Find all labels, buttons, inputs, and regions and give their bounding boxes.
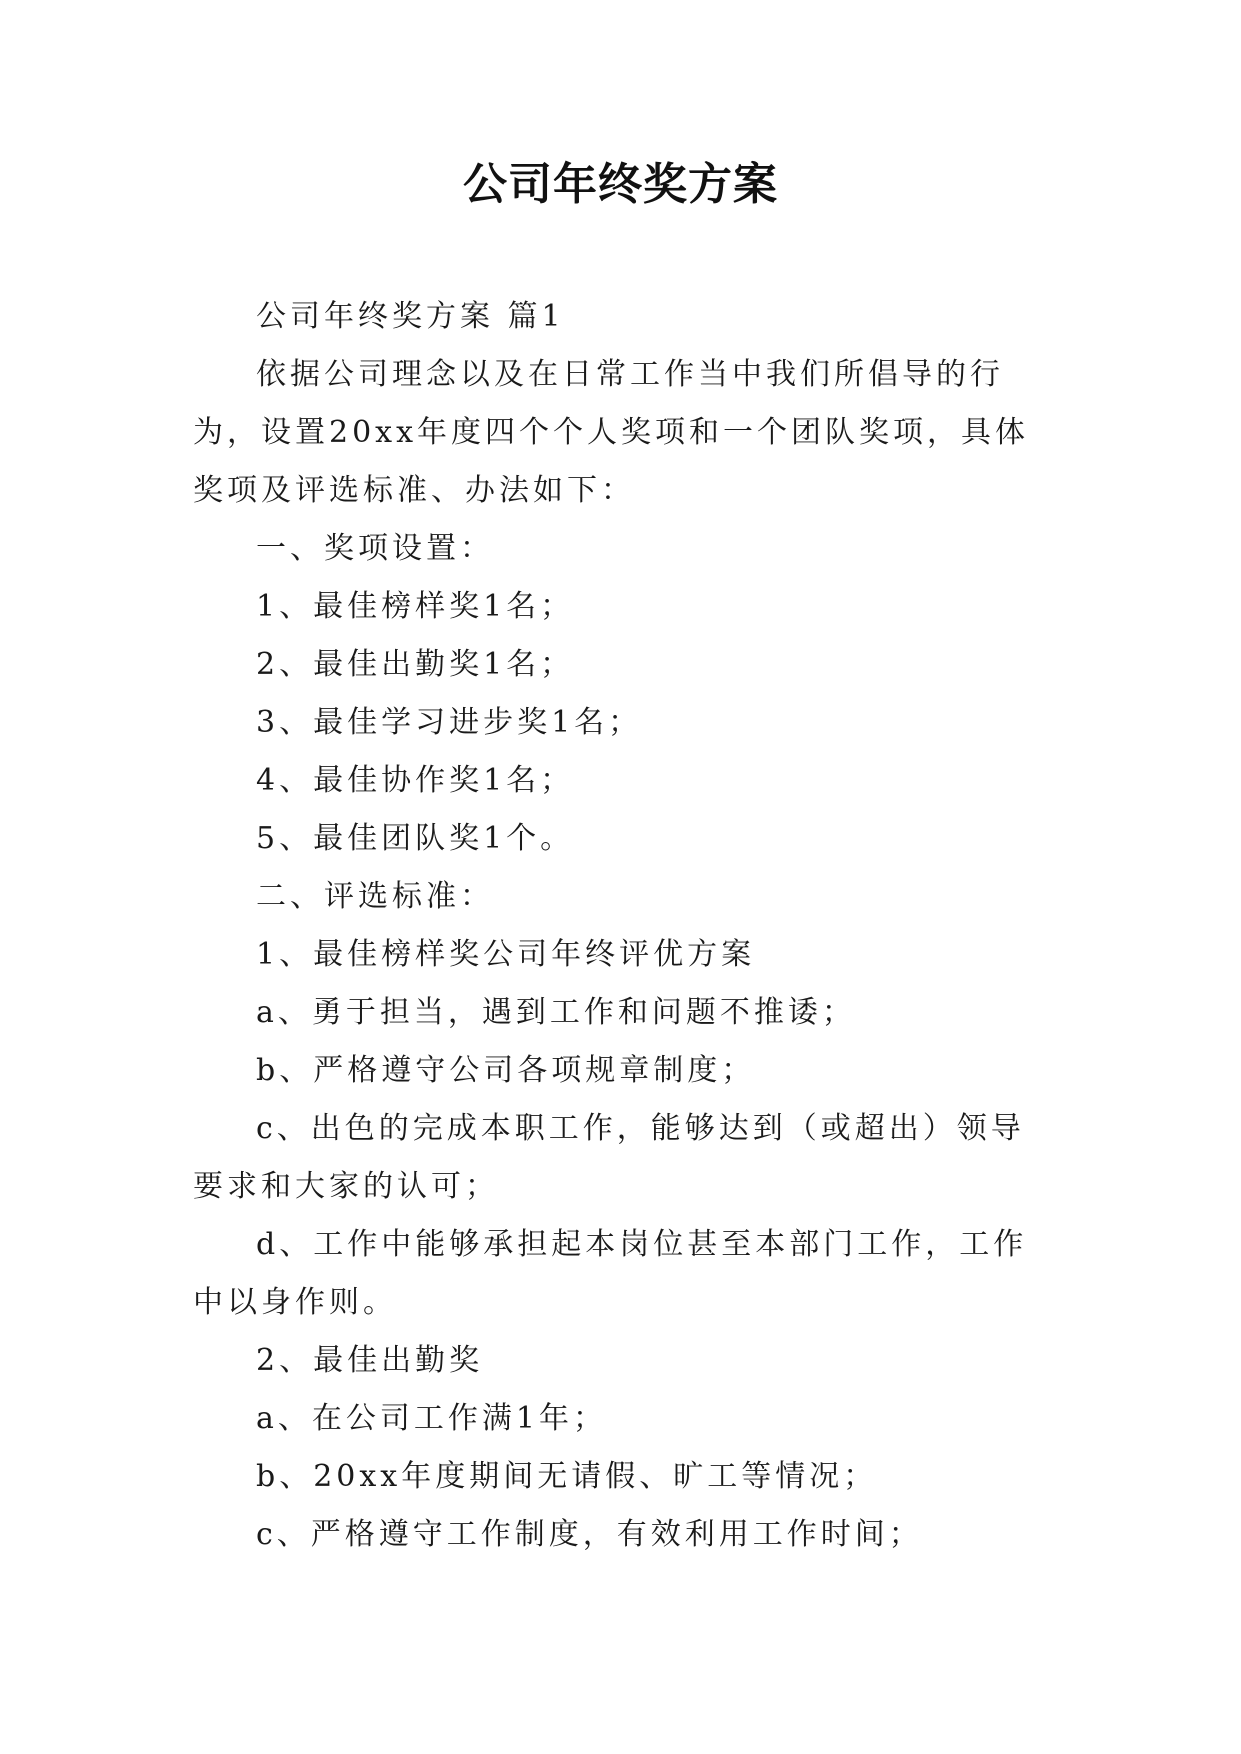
criteria-item: a、在公司工作满1年； — [256, 1401, 607, 1436]
list-item: 1、最佳榜样奖1名； — [256, 589, 575, 624]
list-item: 5、最佳团队奖1个。 — [256, 821, 575, 856]
criteria-item: b、20xx年度期间无请假、旷工等情况； — [256, 1459, 878, 1494]
criteria-item: d、工作中能够承担起本岗位甚至本部门工作，工作中以身作则。 — [193, 1227, 1028, 1320]
list-item: 2、最佳出勤奖1名； — [256, 647, 575, 682]
criteria-item: a、勇于担当，遇到工作和问题不推诿； — [256, 995, 856, 1030]
section-heading: 公司年终奖方案 篇1 — [256, 299, 565, 334]
list-item: 4、最佳协作奖1名； — [256, 763, 575, 798]
section-heading: 一、奖项设置： — [256, 531, 494, 566]
document-body — [193, 288, 1058, 1564]
intro-paragraph: 依据公司理念以及在日常工作当中我们所倡导的行为，设置20xx年度四个个人奖项和一个团队奖项，具体奖项及评选标准、办法如下： — [193, 357, 1030, 508]
subsection-heading: 2、最佳出勤奖 — [256, 1343, 484, 1378]
criteria-item: c、严格遵守工作制度，有效利用工作时间； — [256, 1517, 923, 1552]
criteria-item: c、出色的完成本职工作，能够达到（或超出）领导要求和大家的认可； — [193, 1111, 1025, 1204]
subsection-heading: 1、最佳榜样奖公司年终评优方案 — [256, 937, 756, 972]
document-title: 公司年终奖方案 — [463, 159, 778, 210]
criteria-item: b、严格遵守公司各项规章制度； — [256, 1053, 756, 1088]
list-item: 3、最佳学习进步奖1名； — [256, 705, 643, 740]
section-heading: 二、评选标准： — [256, 879, 494, 914]
